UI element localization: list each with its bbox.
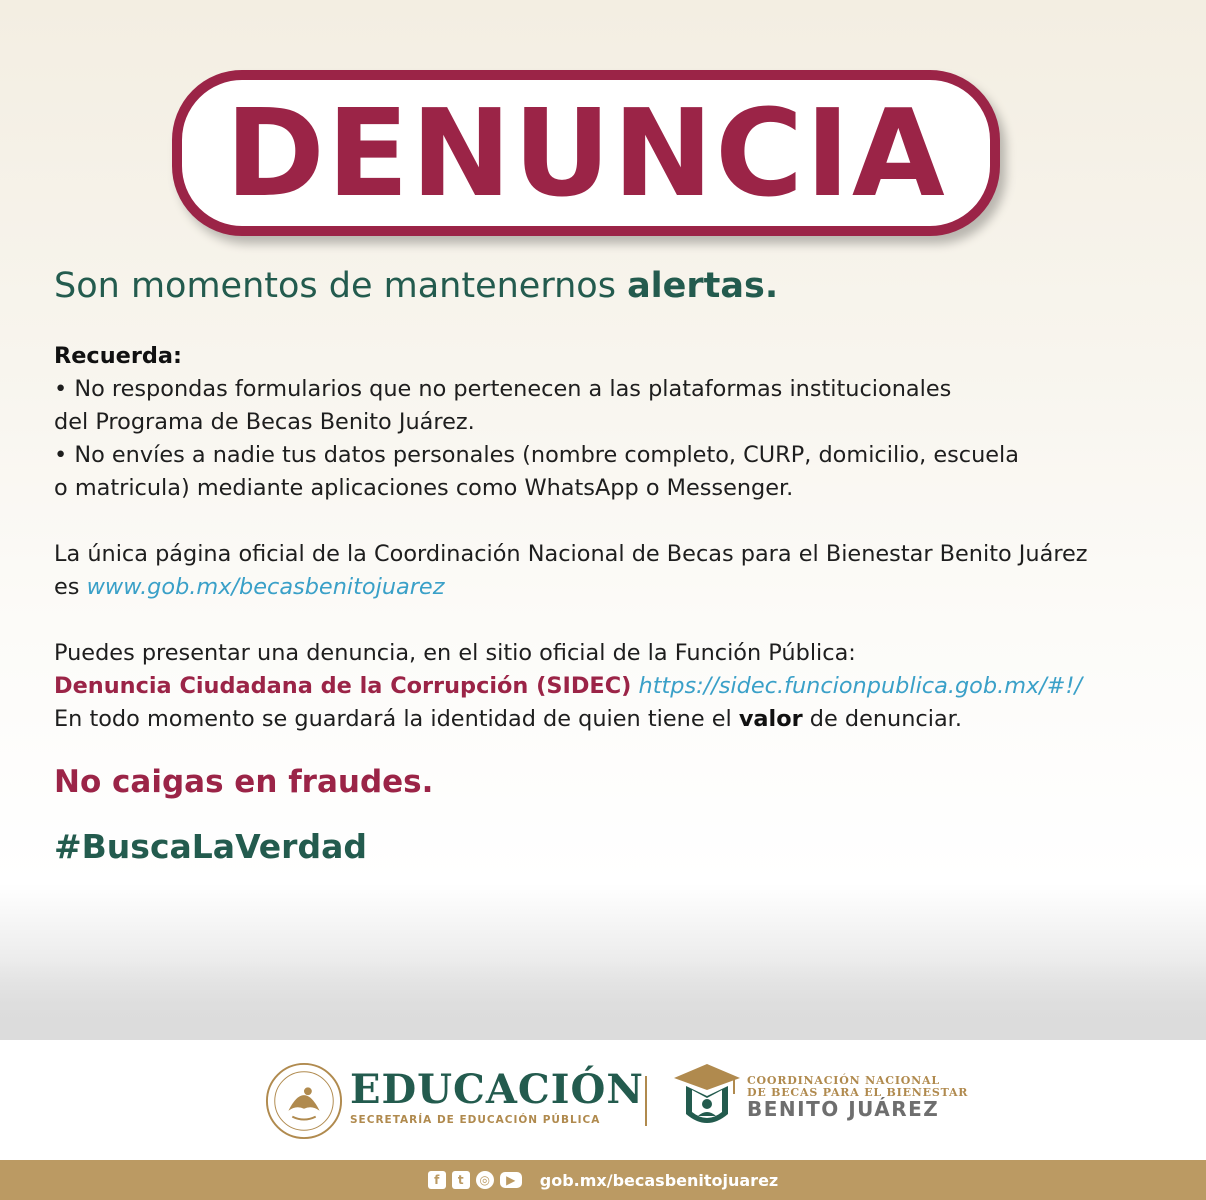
sidec-url-link[interactable]: https://sidec.funcionpublica.gob.mx/#!/ [638, 673, 1083, 699]
education-title: EDUCACIÓN [350, 1066, 644, 1113]
youtube-icon[interactable]: ▶ [500, 1172, 522, 1188]
official-block [54, 538, 1088, 604]
instagram-icon[interactable]: ◎ [476, 1171, 494, 1189]
reminder-bullet-1-line-2: del Programa de Becas Benito Juárez. [54, 409, 475, 435]
official-prefix: es [54, 574, 87, 600]
becas-line-1: COORDINACIÓN NACIONAL [747, 1074, 940, 1087]
complaint-line-3b: de denunciar. [802, 706, 962, 732]
reminder-heading: Recuerda: [54, 343, 182, 369]
reminder-bullet-1-line-1: • No respondas formularios que no pertenecen a las plataformas institucionales [54, 376, 952, 402]
complaint-line-3 [54, 703, 1082, 736]
sidec-label: Denuncia Ciudadana de la Corrupción (SIDEC) [54, 673, 632, 699]
twitter-icon[interactable]: t [452, 1171, 470, 1189]
logo-divider [645, 1076, 647, 1126]
fraud-warning: No caigas en fraudes. [54, 764, 434, 800]
complaint-block [54, 637, 1082, 736]
official-line-1: La única página oficial de la Coordinación Nacional de Becas para el Bienestar Benito Juárez [54, 541, 1088, 567]
reminder-block [54, 340, 1019, 505]
bottom-bar [0, 1160, 1206, 1200]
page-title: DENUNCIA [225, 85, 947, 224]
facebook-icon[interactable]: f [428, 1171, 446, 1189]
complaint-line-2 [54, 670, 1082, 703]
headline-text: Son momentos de mantenernos [54, 266, 628, 306]
hashtag: #BuscaLaVerdad [54, 827, 367, 866]
reminder-bullet-2-line-1: • No envíes a nadie tus datos personales (nombre completo, CURP, domicilio, escuela [54, 442, 1019, 468]
headline [54, 262, 778, 310]
education-subtitle: SECRETARÍA DE EDUCACIÓN PÚBLICA [350, 1114, 601, 1126]
graduation-cap-icon [672, 1058, 742, 1138]
national-seal-icon [265, 1062, 343, 1140]
official-line-2 [54, 571, 1088, 604]
complaint-line-3a: En todo momento se guardará la identidad de quien tiene el [54, 706, 739, 732]
footer-logos [0, 1040, 1206, 1160]
complaint-valor: valor [738, 706, 803, 732]
headline-bold: alertas. [627, 266, 779, 306]
title-badge [172, 70, 1000, 236]
footer-url-link[interactable]: gob.mx/becasbenitojuarez [539, 1170, 779, 1190]
becas-line-3: BENITO JUÁREZ [747, 1097, 940, 1121]
official-url-link[interactable]: www.gob.mx/becasbenitojuarez [86, 574, 445, 600]
becas-line-2: DE BECAS PARA EL BIENESTAR [747, 1086, 969, 1099]
complaint-line-1: Puedes presentar una denuncia, en el sitio oficial de la Función Pública: [54, 640, 856, 666]
reminder-bullet-2-line-2: o matricula) mediante aplicaciones como WhatsApp o Messenger. [54, 475, 794, 501]
